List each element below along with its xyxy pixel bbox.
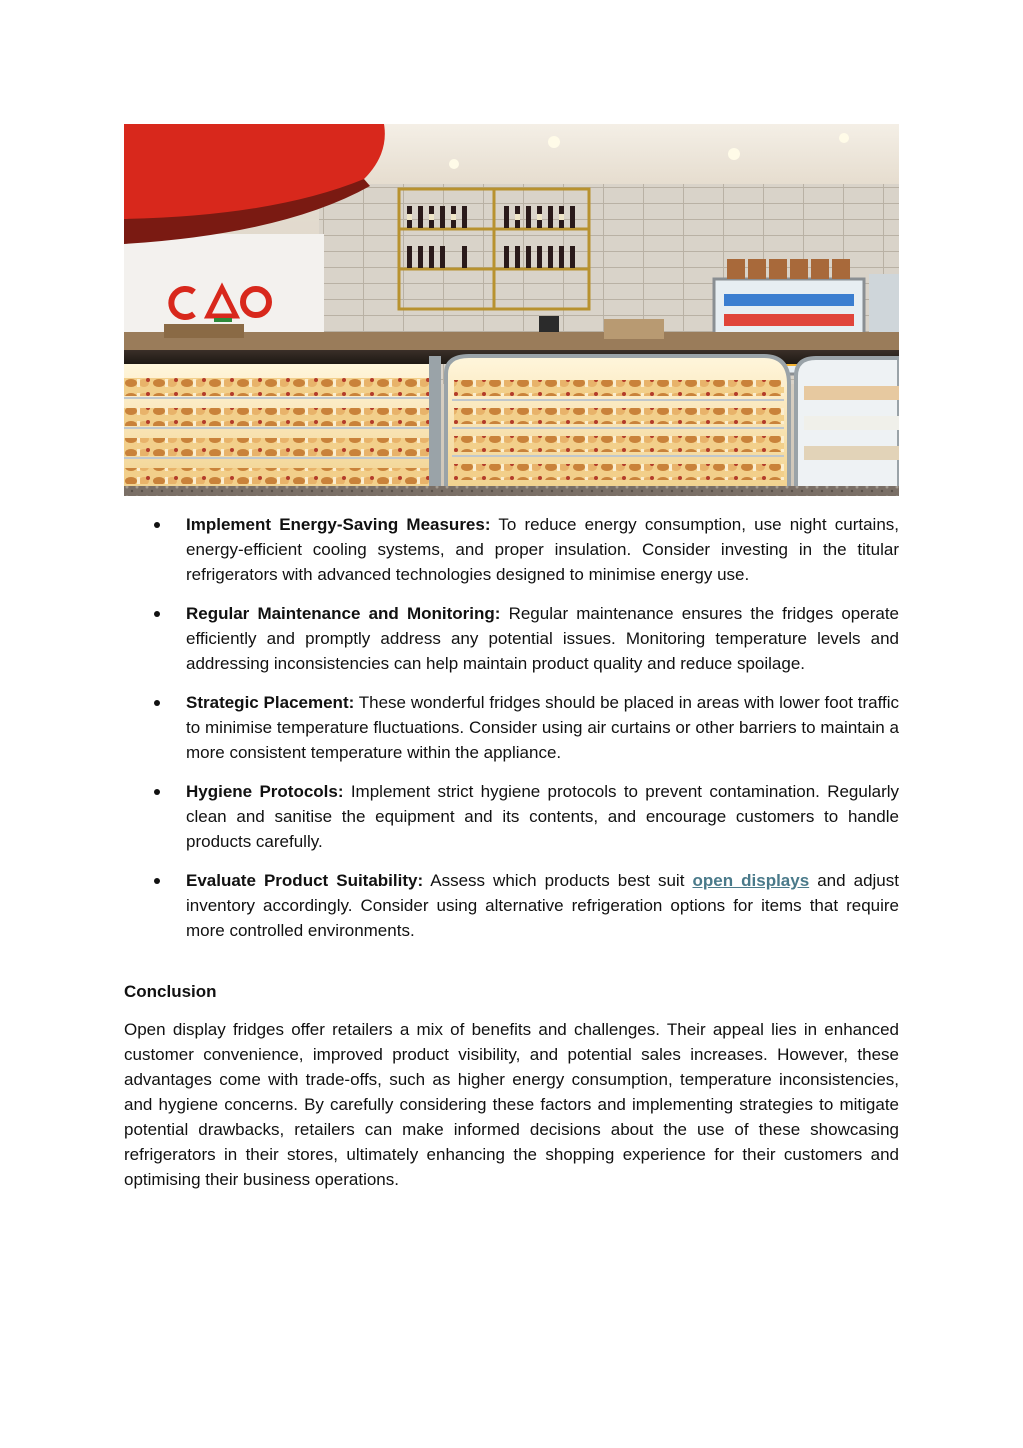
item-title: Evaluate Product Suitability: [186, 871, 424, 890]
bullet-icon [154, 878, 160, 884]
item-text: Regular maintenance ensures the fridges operate efficiently and promptly address any potential issues. Monitoring temperature levels and addressing inconsistencies can help maintain product quality and reduce spoilage. [186, 604, 900, 673]
item-text: These wonderful fridges should be placed in areas with lower foot traffic to minimise temperature fluctuations. Consider using air curtains or other barriers to maintain a more consistent temperature within the appliance. [186, 693, 899, 762]
conclusion-paragraph: Open display fridges offer retailers a mix of benefits and challenges. Their appeal lies in enhanced customer convenience, improved product visibility, and potential sales increases. However, these advantages come with trade-offs, such as higher energy consumption, temperature inconsistencies, and hygiene concerns. By carefully considering these factors and implementing strategies to mitigate potential drawbacks, retailers can make informed decisions about the use of these showcasing refrigerators in their stores, ultimately enhancing the shopping experience for their customers and optimising their business operations. [124, 1020, 899, 1189]
recommendations-list [124, 512, 899, 957]
item-title: Hygiene Protocols: [186, 782, 344, 801]
list-item [124, 512, 899, 587]
bullet-icon [154, 522, 160, 528]
bullet-icon [154, 700, 160, 706]
open-displays-link[interactable]: open displays [692, 871, 810, 890]
item-text: and adjust inventory accordingly. Consider using alternative refrigeration options for items that require more controlled environments. [186, 871, 899, 940]
bullet-icon [154, 789, 160, 795]
list-item [124, 690, 899, 765]
list-item [124, 601, 899, 676]
list-item [124, 779, 899, 854]
item-title: Strategic Placement: [186, 693, 355, 712]
item-title: Implement Energy-Saving Measures: [186, 515, 491, 534]
conclusion-heading: Conclusion [124, 982, 217, 1001]
bullet-icon [154, 611, 160, 617]
list-item [124, 868, 899, 943]
item-title: Regular Maintenance and Monitoring: [186, 604, 501, 623]
item-text: Implement strict hygiene protocols to prevent contamination. Regularly clean and sanitise the equipment and its contents, and encourage customers to handle products carefully. [186, 782, 900, 851]
item-text: To reduce energy consumption, use night curtains, energy-efficient cooling systems, and proper insulation. Consider investing in the titular refrigerators with advanced technologies designed to minimise energy use. [186, 515, 900, 584]
photo-illustration [124, 124, 899, 496]
item-text: Assess which products best suit [423, 871, 693, 890]
bakery-display-photo [124, 124, 899, 496]
